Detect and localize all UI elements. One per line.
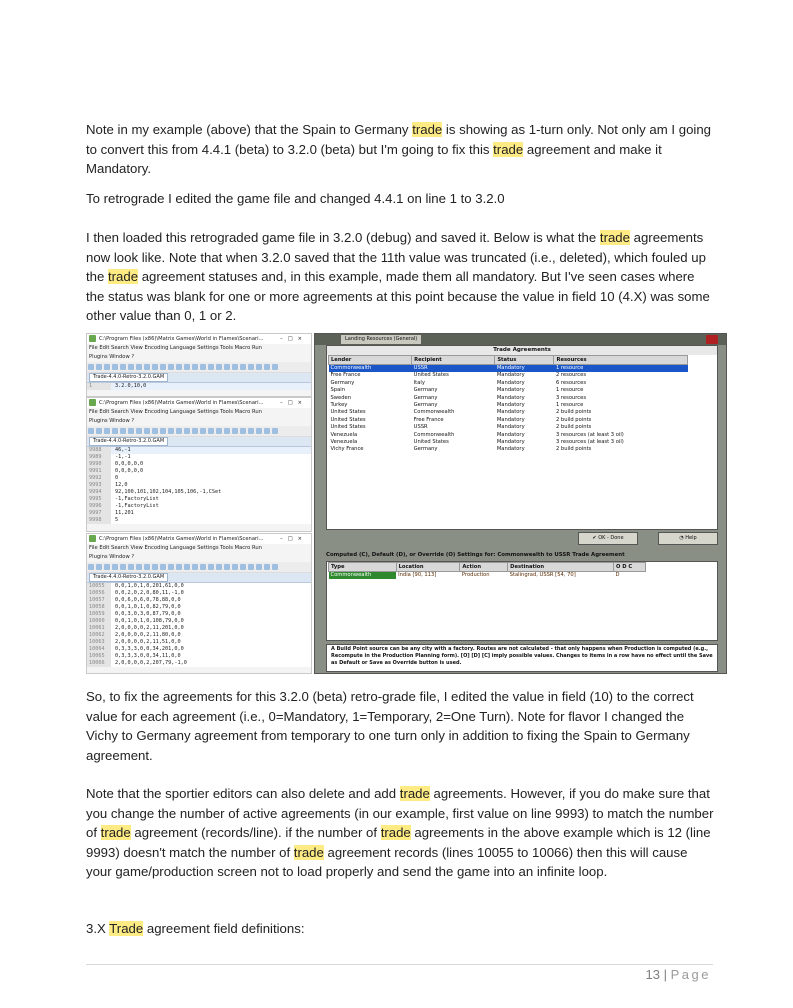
code-line[interactable] (87, 646, 311, 653)
code-line[interactable] (87, 583, 311, 590)
help-label: Help (685, 535, 697, 541)
code-line[interactable] (87, 632, 311, 639)
line-text: -1,FactoryList (115, 496, 159, 502)
trade-row[interactable] (329, 446, 688, 453)
text: agreements now look like. Note that when 3.2.0 saved that the 11th value was truncated (i.e., deleted), which fouled up the (86, 230, 706, 284)
line-number: 10063 (87, 639, 111, 646)
table-cell: 1 resource (555, 387, 584, 394)
code-line[interactable] (87, 517, 311, 524)
code-area[interactable] (87, 447, 311, 524)
search-highlight: trade (100, 825, 131, 840)
line-number: 9989 (87, 454, 111, 461)
search-highlight: Trade (109, 921, 144, 936)
settings-caption: Computed (C), Default (D), or Override (O) Settings for: Commonwealth to USSR Trade Agreement (326, 552, 625, 558)
line-number: 1 (87, 383, 111, 390)
footer-rule (86, 964, 713, 965)
line-text: 0,3,3,3,0,0,34,11,0,0 (115, 653, 181, 659)
trade-row[interactable] (329, 365, 688, 373)
notepad-icon (89, 335, 96, 342)
line-text: 92,100,101,102,104,105,106,-1,CSet (115, 489, 222, 495)
window-controls-icon[interactable]: –□× (280, 400, 307, 406)
column-header[interactable]: Action (460, 563, 508, 572)
line-number: 9996 (87, 503, 111, 510)
line-text: 0,0,6,0,6,0,78,88,0,0 (115, 597, 181, 603)
trade-agreements-title: Trade Agreements (327, 346, 717, 355)
line-number: 9993 (87, 482, 111, 489)
table-cell: Venezuela (330, 439, 358, 446)
editor-menu-2[interactable]: Plugins Window ? (89, 418, 135, 424)
trade-row[interactable] (329, 417, 688, 424)
code-line[interactable] (87, 639, 311, 646)
page-footer (646, 967, 711, 982)
line-number: 10066 (87, 660, 111, 667)
column-header[interactable]: Recipient (412, 356, 495, 365)
file-tab-label[interactable]: Trade-4.4.0-Retro-3.2.0.GAM (89, 573, 168, 582)
paragraph-loaded-retrograde (86, 228, 714, 326)
text: agreement field definitions: (143, 921, 305, 936)
code-line[interactable] (87, 482, 311, 489)
trade-row[interactable] (329, 387, 688, 394)
editor-title: C:\Program Files (x86)\Matrix Games\World in Flames\Scenari... (99, 536, 264, 542)
table-cell: Germany (413, 446, 438, 453)
line-text: -1,-1 (115, 454, 131, 460)
line-number: 9991 (87, 468, 111, 475)
table-cell: Free France (330, 372, 361, 379)
table-cell: Commonwealth (413, 431, 455, 438)
notepad-icon (89, 535, 96, 542)
code-line[interactable] (87, 660, 311, 667)
editor-menu-2[interactable]: Plugins Window ? (89, 354, 135, 360)
help-button[interactable]: ◔ Help (658, 532, 718, 545)
code-line[interactable] (87, 447, 311, 454)
table-cell: 2 build points (555, 416, 592, 423)
table-cell: Germany (330, 379, 355, 386)
trade-table (328, 355, 688, 454)
table-cell: Italy (413, 379, 425, 386)
search-highlight: trade (412, 122, 443, 137)
search-highlight: trade (493, 141, 524, 157)
text: agreement (records/line). if the number of (130, 825, 381, 840)
line-text: 0,0,0,0,0 (115, 468, 144, 474)
table-cell: Commonwealth (413, 409, 455, 416)
table-cell: Stalingrad, USSR [54, 70] (509, 572, 576, 578)
line-number: 10055 (87, 583, 111, 590)
column-header[interactable]: O D C (614, 563, 646, 572)
window-controls-icon[interactable]: –□× (280, 536, 307, 542)
line-number: 10061 (87, 625, 111, 632)
trade-row[interactable] (329, 372, 688, 379)
game-tab[interactable]: Landing Resources (General) (341, 335, 421, 344)
code-line[interactable] (87, 604, 311, 611)
table-cell: 3 resources (555, 394, 587, 401)
search-highlight: trade (293, 844, 324, 860)
code-line[interactable] (87, 489, 311, 496)
table-cell: Commonwealth (329, 572, 397, 580)
table-cell: Mandatory (496, 424, 525, 431)
trade-agreements-panel (326, 345, 718, 530)
trade-row[interactable] (329, 380, 688, 387)
table-cell: Mandatory (496, 409, 525, 416)
editor-menu[interactable]: File Edit Search View Encoding Language Settings Tools Macro Run (89, 345, 262, 351)
table-cell: 2 resources (555, 372, 587, 379)
table-cell: United States (330, 424, 366, 431)
line-text: 0,0,0,0,0 (115, 461, 144, 467)
search-highlight: trade (108, 269, 139, 284)
line-text: 0,0,1,0,1,0,82,79,0,0 (115, 604, 181, 610)
table-cell: Mandatory (496, 431, 525, 438)
code-line[interactable] (87, 618, 311, 625)
editor-window-1 (86, 333, 312, 397)
table-cell: USSR (413, 424, 428, 431)
text: is showing as 1-turn only. Not only am I going to convert this from 4.4.1 (beta) to 3.2.0 (beta) but I'm going to fix this (86, 122, 712, 157)
line-number: 9988 (87, 447, 111, 454)
game-window (314, 333, 727, 674)
line-number: 10057 (87, 597, 111, 604)
line-number: 9990 (87, 461, 111, 468)
code-line[interactable] (87, 496, 311, 503)
table-cell: Germany (413, 402, 438, 409)
table-cell: Mandatory (496, 416, 525, 423)
paragraph-sportier-editors (86, 784, 714, 882)
text: I then loaded this retrograded game file in 3.2.0 (debug) and saved it. Below is what the (86, 230, 600, 245)
table-cell: Free France (413, 416, 444, 423)
line-text: 0,3,3,3,0,0,34,201,0,0 (115, 646, 184, 652)
ok-done-button[interactable]: ✔ OK - Done (578, 532, 638, 545)
line-text: 12,0 (115, 482, 128, 488)
line-text: 46,-1 (115, 447, 131, 453)
column-header[interactable]: Status (495, 356, 554, 365)
line-text: 0,0,1,0,1,0,201,61,0,0 (115, 583, 184, 589)
table-cell: USSR (412, 365, 495, 373)
column-header[interactable]: Resources (554, 356, 688, 365)
editor-toolbar[interactable] (87, 562, 311, 573)
line-text: 11,201 (115, 510, 134, 516)
line-number: 10056 (87, 590, 111, 597)
code-line[interactable] (87, 590, 311, 597)
table-cell: Commonwealth (329, 365, 412, 373)
table-cell: India [90, 113] (398, 572, 437, 578)
table-cell: Mandatory (496, 372, 525, 379)
code-line[interactable] (87, 611, 311, 618)
trade-row[interactable] (329, 424, 688, 431)
line-number: 10064 (87, 646, 111, 653)
table-cell: 2 build points (555, 424, 592, 431)
code-line[interactable] (87, 503, 311, 510)
line-text: 0,0,2,0,2,0,80,11,-1,0 (115, 590, 184, 596)
line-number: 10062 (87, 632, 111, 639)
ok-label: OK - Done (598, 535, 624, 541)
column-header[interactable]: Type (329, 563, 397, 572)
text: agreement statuses and, in this example, made them all mandatory. But I've seen cases where the status was blank for one or more agreements at this point because the value in field 10 (4.X) was some other value than 0, 1 or 2. (86, 269, 710, 323)
column-header[interactable]: Destination (508, 563, 614, 572)
table-cell: United States (413, 372, 449, 379)
table-cell: United States (413, 439, 449, 446)
text: agreements. However, if you do make sure that you change the number of active agreements (in our example, first value on line 9993) to match the number of (86, 786, 714, 840)
line-number: 9997 (87, 510, 111, 517)
trade-row[interactable] (329, 409, 688, 416)
line-number: 10065 (87, 653, 111, 660)
line-number: 10060 (87, 618, 111, 625)
table-cell: United States (330, 409, 366, 416)
search-highlight: trade (380, 825, 411, 840)
code-line[interactable] (87, 454, 311, 461)
editor-title-bar (87, 334, 311, 344)
code-line[interactable] (87, 475, 311, 482)
code-line[interactable] (87, 510, 311, 517)
table-cell: 3 resources (at least 3 oil) (555, 431, 624, 438)
trade-row[interactable] (329, 432, 688, 439)
trade-row[interactable] (329, 439, 688, 446)
line-number: 9998 (87, 517, 111, 524)
editor-file-tab[interactable] (87, 437, 311, 447)
settings-table (328, 562, 646, 579)
line-text: 5 (115, 517, 119, 523)
table-cell: Mandatory (496, 387, 525, 394)
text: Note in my example (above) that the Spain to Germany (86, 122, 413, 137)
table-cell: 2 build points (555, 446, 592, 453)
line-number: 10058 (87, 604, 111, 611)
table-cell: Vichy France (330, 446, 364, 453)
page-number: 13 (645, 967, 661, 982)
settings-panel (326, 561, 718, 641)
editor-menu[interactable]: File Edit Search View Encoding Language Settings Tools Macro Run (89, 545, 262, 551)
table-cell: Spain (330, 387, 345, 394)
text: agreements in the above example which is 12 (line 9993) doesn't match the number of (86, 825, 711, 860)
column-header[interactable]: Location (396, 563, 460, 572)
settings-row[interactable] (329, 572, 646, 580)
editor-title: C:\Program Files (x86)\Matrix Games\World in Flames\Scenari... (99, 336, 264, 342)
table-cell: 6 resources (555, 379, 587, 386)
window-controls-icon[interactable]: –□× (280, 336, 307, 342)
table-cell: 1 resource (554, 365, 688, 373)
line-text: 0,0,1,0,1,0,108,79,0,0 (115, 618, 184, 624)
table-cell: Venezuela (330, 431, 358, 438)
paragraph-retrograde: To retrograde I edited the game file and changed 4.4.1 on line 1 to 3.2.0 (86, 191, 505, 206)
embedded-screenshot (86, 333, 727, 674)
editor-toolbar[interactable] (87, 362, 311, 373)
close-icon[interactable] (706, 335, 718, 344)
code-line[interactable] (87, 597, 311, 604)
column-header[interactable]: Lender (329, 356, 412, 365)
table-cell: Mandatory (496, 402, 525, 409)
table-cell: Mandatory (496, 439, 525, 446)
code-line[interactable] (87, 468, 311, 475)
trade-row[interactable] (329, 402, 688, 409)
editor-window-2 (86, 397, 312, 532)
table-cell: Turkey (330, 402, 348, 409)
line-number: 10059 (87, 611, 111, 618)
code-area[interactable] (87, 383, 311, 390)
line-text: 2,0,0,0,0,2,11,80,0,0 (115, 632, 181, 638)
code-area[interactable] (87, 583, 311, 667)
table-cell: Germany (413, 387, 438, 394)
paragraph-fix-agreements: So, to fix the agreements for this 3.2.0 (beta) retro-grade file, I edited the value in field (10) to the correct value for each agreement (i.e., 0=Mandatory, 1=Temporary, 2=One Turn). Note for flavor I changed the Vichy to Germany agreement from temporary to one turn only in addition to fixing the Spain to Germany agreement. (86, 689, 694, 763)
editor-menu[interactable]: File Edit Search View Encoding Language Settings Tools Macro Run (89, 409, 262, 415)
build-point-note: A Build Point source can be any city with a factory. Routes are not calculated - that only happens when Production is computed (e.g., Recompute in the Production Planning form). [O] [D] [C] imply possible values. Changes to items in a row have no effect until the Save as Default or Save as Override button is used. (326, 644, 718, 672)
code-line[interactable] (87, 461, 311, 468)
editor-title-bar (87, 398, 311, 408)
table-cell: 1 resource (555, 402, 584, 409)
editor-title: C:\Program Files (x86)\Matrix Games\World in Flames\Scenari... (99, 400, 264, 406)
trade-row[interactable] (329, 395, 688, 402)
file-tab-label[interactable]: Trade-4.4.0-Retro-3.2.0.GAM (89, 373, 168, 382)
file-tab-label[interactable]: Trade-4.4.0-Retro-3.2.0.GAM (89, 437, 168, 446)
search-highlight: trade (599, 230, 630, 245)
search-highlight: trade (399, 786, 430, 801)
editor-file-tab[interactable] (87, 373, 311, 383)
code-line[interactable] (87, 625, 311, 632)
table-cell: Mandatory (495, 365, 554, 373)
code-line[interactable] (87, 653, 311, 660)
line-number: 9994 (87, 489, 111, 496)
line-number: 9992 (87, 475, 111, 482)
table-cell: United States (330, 416, 366, 423)
table-cell: Mandatory (496, 446, 525, 453)
code-line[interactable] (87, 383, 311, 390)
line-text: -1,FactoryList (115, 503, 159, 509)
line-text: 2,0,0,0,0,2,207,79,-1,0 (115, 660, 187, 666)
table-cell: Mandatory (496, 394, 525, 401)
section-heading-field-definitions (86, 919, 714, 939)
line-text: 0,0,3,0,3,0,87,79,0,0 (115, 611, 181, 617)
editor-menu-2[interactable]: Plugins Window ? (89, 554, 135, 560)
table-cell: Mandatory (496, 379, 525, 386)
table-cell: Production (461, 572, 490, 578)
line-text: 2,0,0,0,0,2,11,201,0,0 (115, 625, 184, 631)
footer-separator: | (660, 967, 671, 982)
table-cell: 2 build points (555, 409, 592, 416)
text: 3.X (86, 921, 110, 936)
line-text: 0 (115, 475, 119, 481)
table-cell: 3 resources (at least 3 oil) (555, 439, 624, 446)
table-cell: Germany (413, 394, 438, 401)
editor-window-3 (86, 533, 312, 674)
line-text: 3.2.0,10,0 (115, 383, 147, 389)
line-text: 2,0,0,0,0,2,11,51,0,0 (115, 639, 181, 645)
line-number: 9995 (87, 496, 111, 503)
page-word: Page (670, 967, 711, 982)
editor-toolbar[interactable] (87, 426, 311, 437)
text: agreement records (lines 10055 to 10066) then this will cause your game/production screen not to load properly and send the game into an infinite loop. (86, 844, 688, 879)
table-cell: Sweden (330, 394, 351, 401)
editor-file-tab[interactable] (87, 573, 311, 583)
notepad-icon (89, 399, 96, 406)
text: agreement and make it Mandatory. (86, 141, 662, 176)
table-cell: D (615, 572, 620, 578)
paragraph-spain-germany (86, 120, 714, 179)
editor-title-bar (87, 534, 311, 544)
text: Note that the sportier editors can also delete and add (86, 786, 400, 801)
